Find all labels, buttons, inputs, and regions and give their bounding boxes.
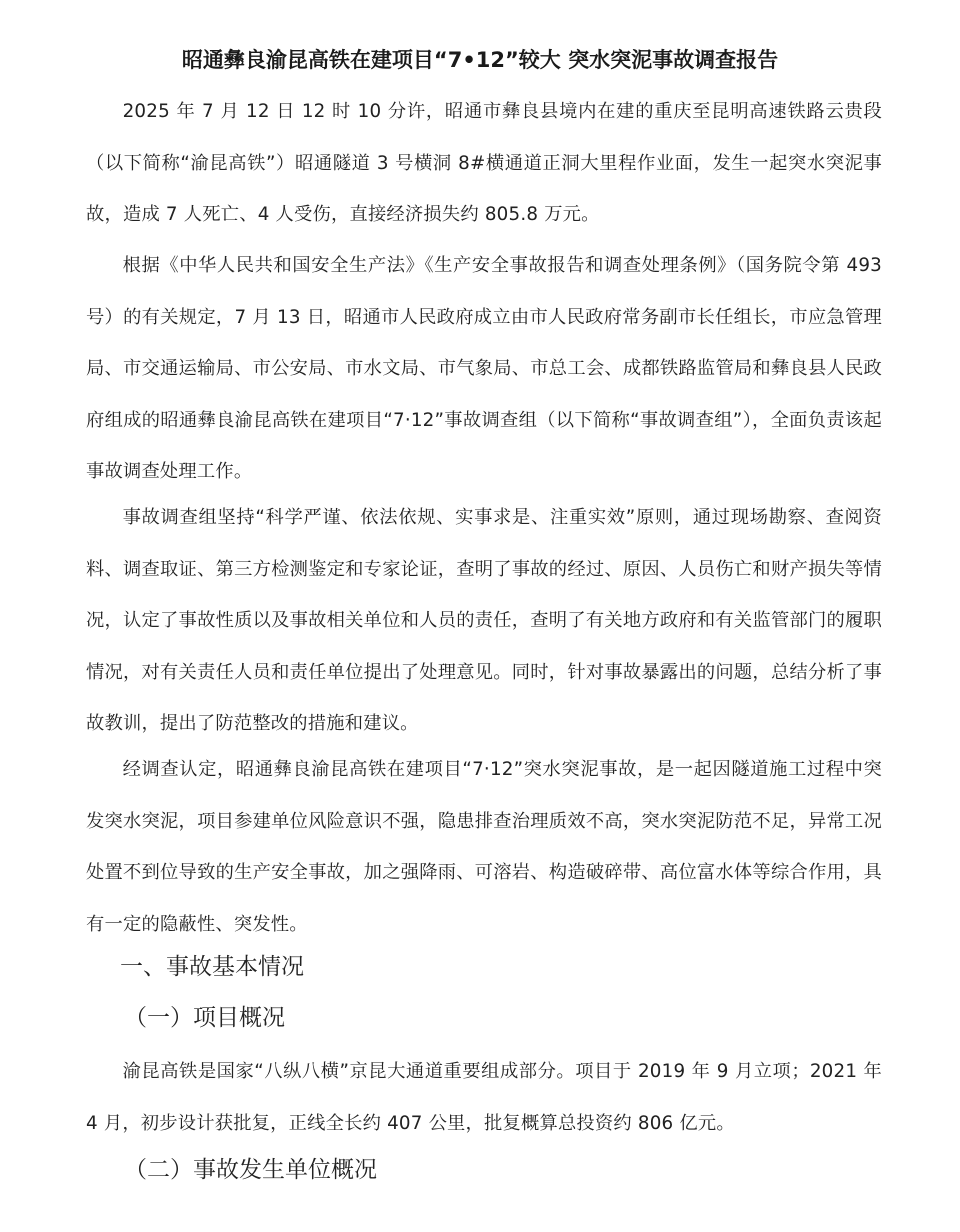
paragraph-project-overview: 渝昆高铁是国家“八纵八横”京昆大通道重要组成部分。项目于 2019 年 9 月立项；2021 年 4 月，初步设计获批复，正线全长约 407 公里，批复概算总投资约 806 亿元。 <box>86 1061 882 1134</box>
paragraph-investigation-principles: 事故调查组坚持“科学严谨、依法依规、实事求是、注重实效”原则，通过现场勘察、查阅资料、调查取证、第三方检测鉴定和专家论证，查明了事故的经过、原因、人员伤亡和财产损失等情况，认定了事故性质以及事故相关单位和人员的责任，查明了有关地方政府和有关监管部门的履职情况，对有关责任人员和责任单位提出了处理意见。同时，针对事故暴露出的问题，总结分析了事故教训，提出了防范整改的措施和建议。 <box>86 507 882 734</box>
report-title: 昭通彝良渝昆高铁在建项目“7•12”较大 突水突泥事故调查报告 <box>181 48 779 72</box>
subsection-heading-accident-unit: （二）事故发生单位概况 <box>124 1157 377 1183</box>
subsection-heading-project-overview: （一）项目概况 <box>124 1005 285 1031</box>
paragraph-investigation-team: 根据《中华人民共和国安全生产法》《生产安全事故报告和调查处理条例》（国务院令第 493 号）的有关规定，7 月 13 日，昭通市人民政府成立由市人民政府常务副市长任组长，市应急管理局、市交通运输局、市公安局、市水文局、市气象局、市总工会、成都铁路监管局和彝良县人民政府组成的昭通彝良渝昆高铁在建项目“7·12”事故调查组（以下简称“事故调查组”），全面负责该起事故调查处理工作。 <box>86 255 882 482</box>
section-heading-basic-info: 一、事故基本情况 <box>120 954 304 980</box>
paragraph-investigation-conclusion: 经调查认定，昭通彝良渝昆高铁在建项目“7·12”突水突泥事故，是一起因隧道施工过程中突发突水突泥，项目参建单位风险意识不强，隐患排查治理质效不高，突水突泥防范不足，异常工况处置不到位导致的生产安全事故，加之强降雨、可溶岩、构造破碎带、高位富水体等综合作用，具有一定的隐蔽性、突发性。 <box>86 759 882 935</box>
paragraph-accident-summary: 2025 年 7 月 12 日 12 时 10 分许，昭通市彝良县境内在建的重庆至昆明高速铁路云贵段（以下简称“渝昆高铁”）昭通隧道 3 号横洞 8#横通道正洞大里程作业面，发生一起突水突泥事故，造成 7 人死亡、4 人受伤，直接经济损失约 805.8 万元。 <box>86 101 882 225</box>
